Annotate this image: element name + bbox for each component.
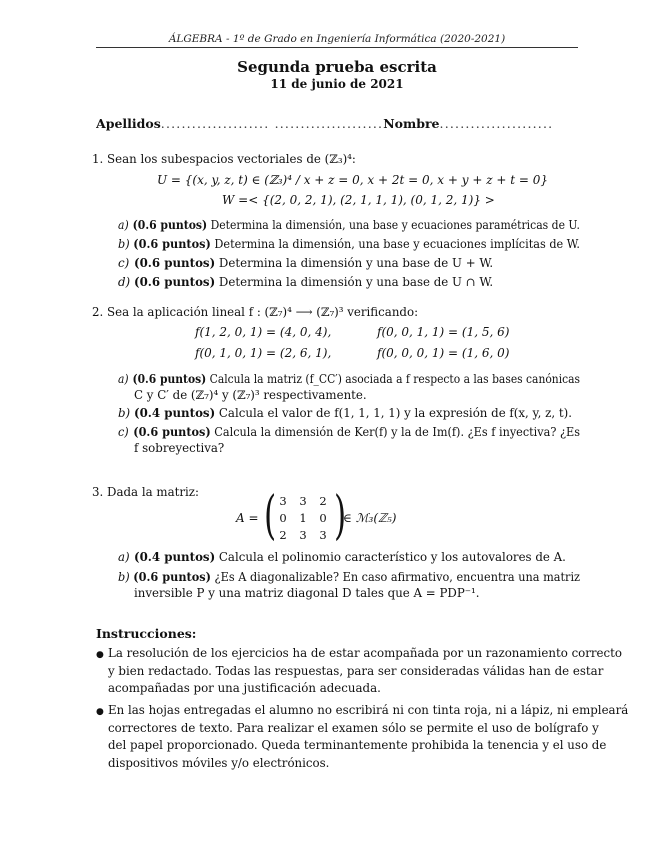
q2-item-a-continued: C y C′ de (ℤ₇)⁴ y (ℤ₇)³ respectivamente. (134, 388, 367, 402)
q1-item-a: a) (0.6 puntos) Determina la dimensión, una base y ecuaciones paramétricas de U. (118, 218, 580, 232)
name-field: ...................... (439, 116, 554, 131)
matrix-cell: 3 (319, 528, 327, 542)
question-number: 1. (92, 152, 104, 166)
name-label: Nombre (383, 116, 440, 131)
q3-item-a: a) (0.4 puntos) Calcula el polinomio característico y los autovalores de A. (118, 550, 566, 564)
matrix-cell: 0 (279, 511, 287, 525)
instruction-paragraph-2: En las hojas entregadas el alumno no escribirá ni con tinta roja, ni a lápiz, ni empleará correctores de texto. Para realizar el examen sólo se permite el uso de bolígrafo y del papel proporcionado. Queda terminantemente prohibida la tenencia y el uso de dispositivos móviles y/o electrónicos. (108, 703, 629, 770)
map-condition-2: f(0, 0, 1, 1) = (1, 5, 6) (377, 325, 510, 339)
bullet-icon: ● (96, 707, 104, 717)
q1-item-d: d) (0.6 puntos) Determina la dimensión y una base de U ∩ W. (118, 275, 494, 289)
question-intro: Dada la matriz: (107, 485, 199, 499)
question-number: 3. (92, 485, 104, 499)
matrix-cell: 2 (319, 494, 327, 508)
map-condition-1: f(1, 2, 0, 1) = (4, 0, 4), (195, 325, 332, 339)
right-paren: ) (334, 486, 347, 546)
surname-field: ..................... ..................... (160, 116, 384, 131)
instruction-paragraph-1: La resolución de los ejercicios ha de estar acompañada por un razonamiento correcto y bien redactado. Todas las respuestas, para ser consideradas válidas han de estar acompañadas por una justificación adecuada. (108, 646, 622, 695)
bullet-icon: ● (96, 650, 104, 660)
matrix-lhs: A = (236, 511, 259, 525)
matrix-rhs: ∈ ℳ₃(ℤ₅) (343, 511, 397, 525)
matrix-cell: 3 (279, 494, 287, 508)
map-condition-4: f(0, 0, 0, 1) = (1, 6, 0) (377, 346, 510, 360)
matrix-cell: 3 (299, 528, 307, 542)
q3-item-b-continued: inversible P y una matriz diagonal D tales que A = PDP⁻¹. (134, 586, 480, 600)
question-3 (92, 485, 199, 499)
q1-item-b: b) (0.6 puntos) Determina la dimensión, una base y ecuaciones implícitas de W. (118, 237, 580, 251)
q2-item-a: a) (0.6 puntos) Calcula la matriz (f_CC′) asociada a f respecto a las bases canónicas (118, 372, 580, 386)
subspace-w-equation: W =< {(2, 0, 2, 1), (2, 1, 1, 1), (0, 1, 2, 1)} > (222, 193, 495, 207)
q3-item-b: b) (0.6 puntos) ¿Es A diagonalizable? En caso afirmativo, encuentra una matriz (118, 570, 580, 584)
matrix-cell: 0 (319, 511, 327, 525)
question-2 (92, 305, 418, 319)
q1-item-c: c) (0.6 puntos) Determina la dimensión y una base de U + W. (118, 256, 494, 270)
header-rule (96, 47, 578, 48)
matrix-cell: 3 (299, 494, 307, 508)
course-header: ÁLGEBRA - 1º de Grado en Ingeniería Informática (2020-2021) (168, 33, 506, 45)
matrix-cell: 2 (279, 528, 287, 542)
exam-title: Segunda prueba escrita (237, 58, 437, 76)
subspace-u-equation: U = {(x, y, z, t) ∈ (ℤ₃)⁴ / x + z = 0, x + 2t = 0, x + y + z + t = 0} (157, 173, 548, 187)
matrix-cell: 1 (299, 511, 307, 525)
map-condition-3: f(0, 1, 0, 1) = (2, 6, 1), (195, 346, 332, 360)
question-1 (92, 152, 356, 166)
student-name-line (96, 116, 578, 131)
question-number: 2. (92, 305, 104, 319)
q2-item-c: c) (0.6 puntos) Calcula la dimensión de Ker(f) y la de Im(f). ¿Es f inyectiva? ¿Es (118, 425, 580, 439)
instructions-heading: Instrucciones: (96, 626, 197, 641)
question-intro: Sean los subespacios vectoriales de (ℤ₃)⁴: (107, 152, 356, 166)
surname-label: Apellidos (96, 116, 161, 131)
q2-item-c-continued: f sobreyectiva? (134, 441, 225, 455)
left-paren: ( (264, 486, 277, 546)
q2-item-b: b) (0.4 puntos) Calcula el valor de f(1, 1, 1, 1) y la expresión de f(x, y, z, t). (118, 406, 572, 420)
exam-date: 11 de junio de 2021 (270, 77, 404, 91)
question-intro: Sea la aplicación lineal f : (ℤ₇)⁴ ⟶ (ℤ₇)³ verificando: (107, 305, 419, 319)
